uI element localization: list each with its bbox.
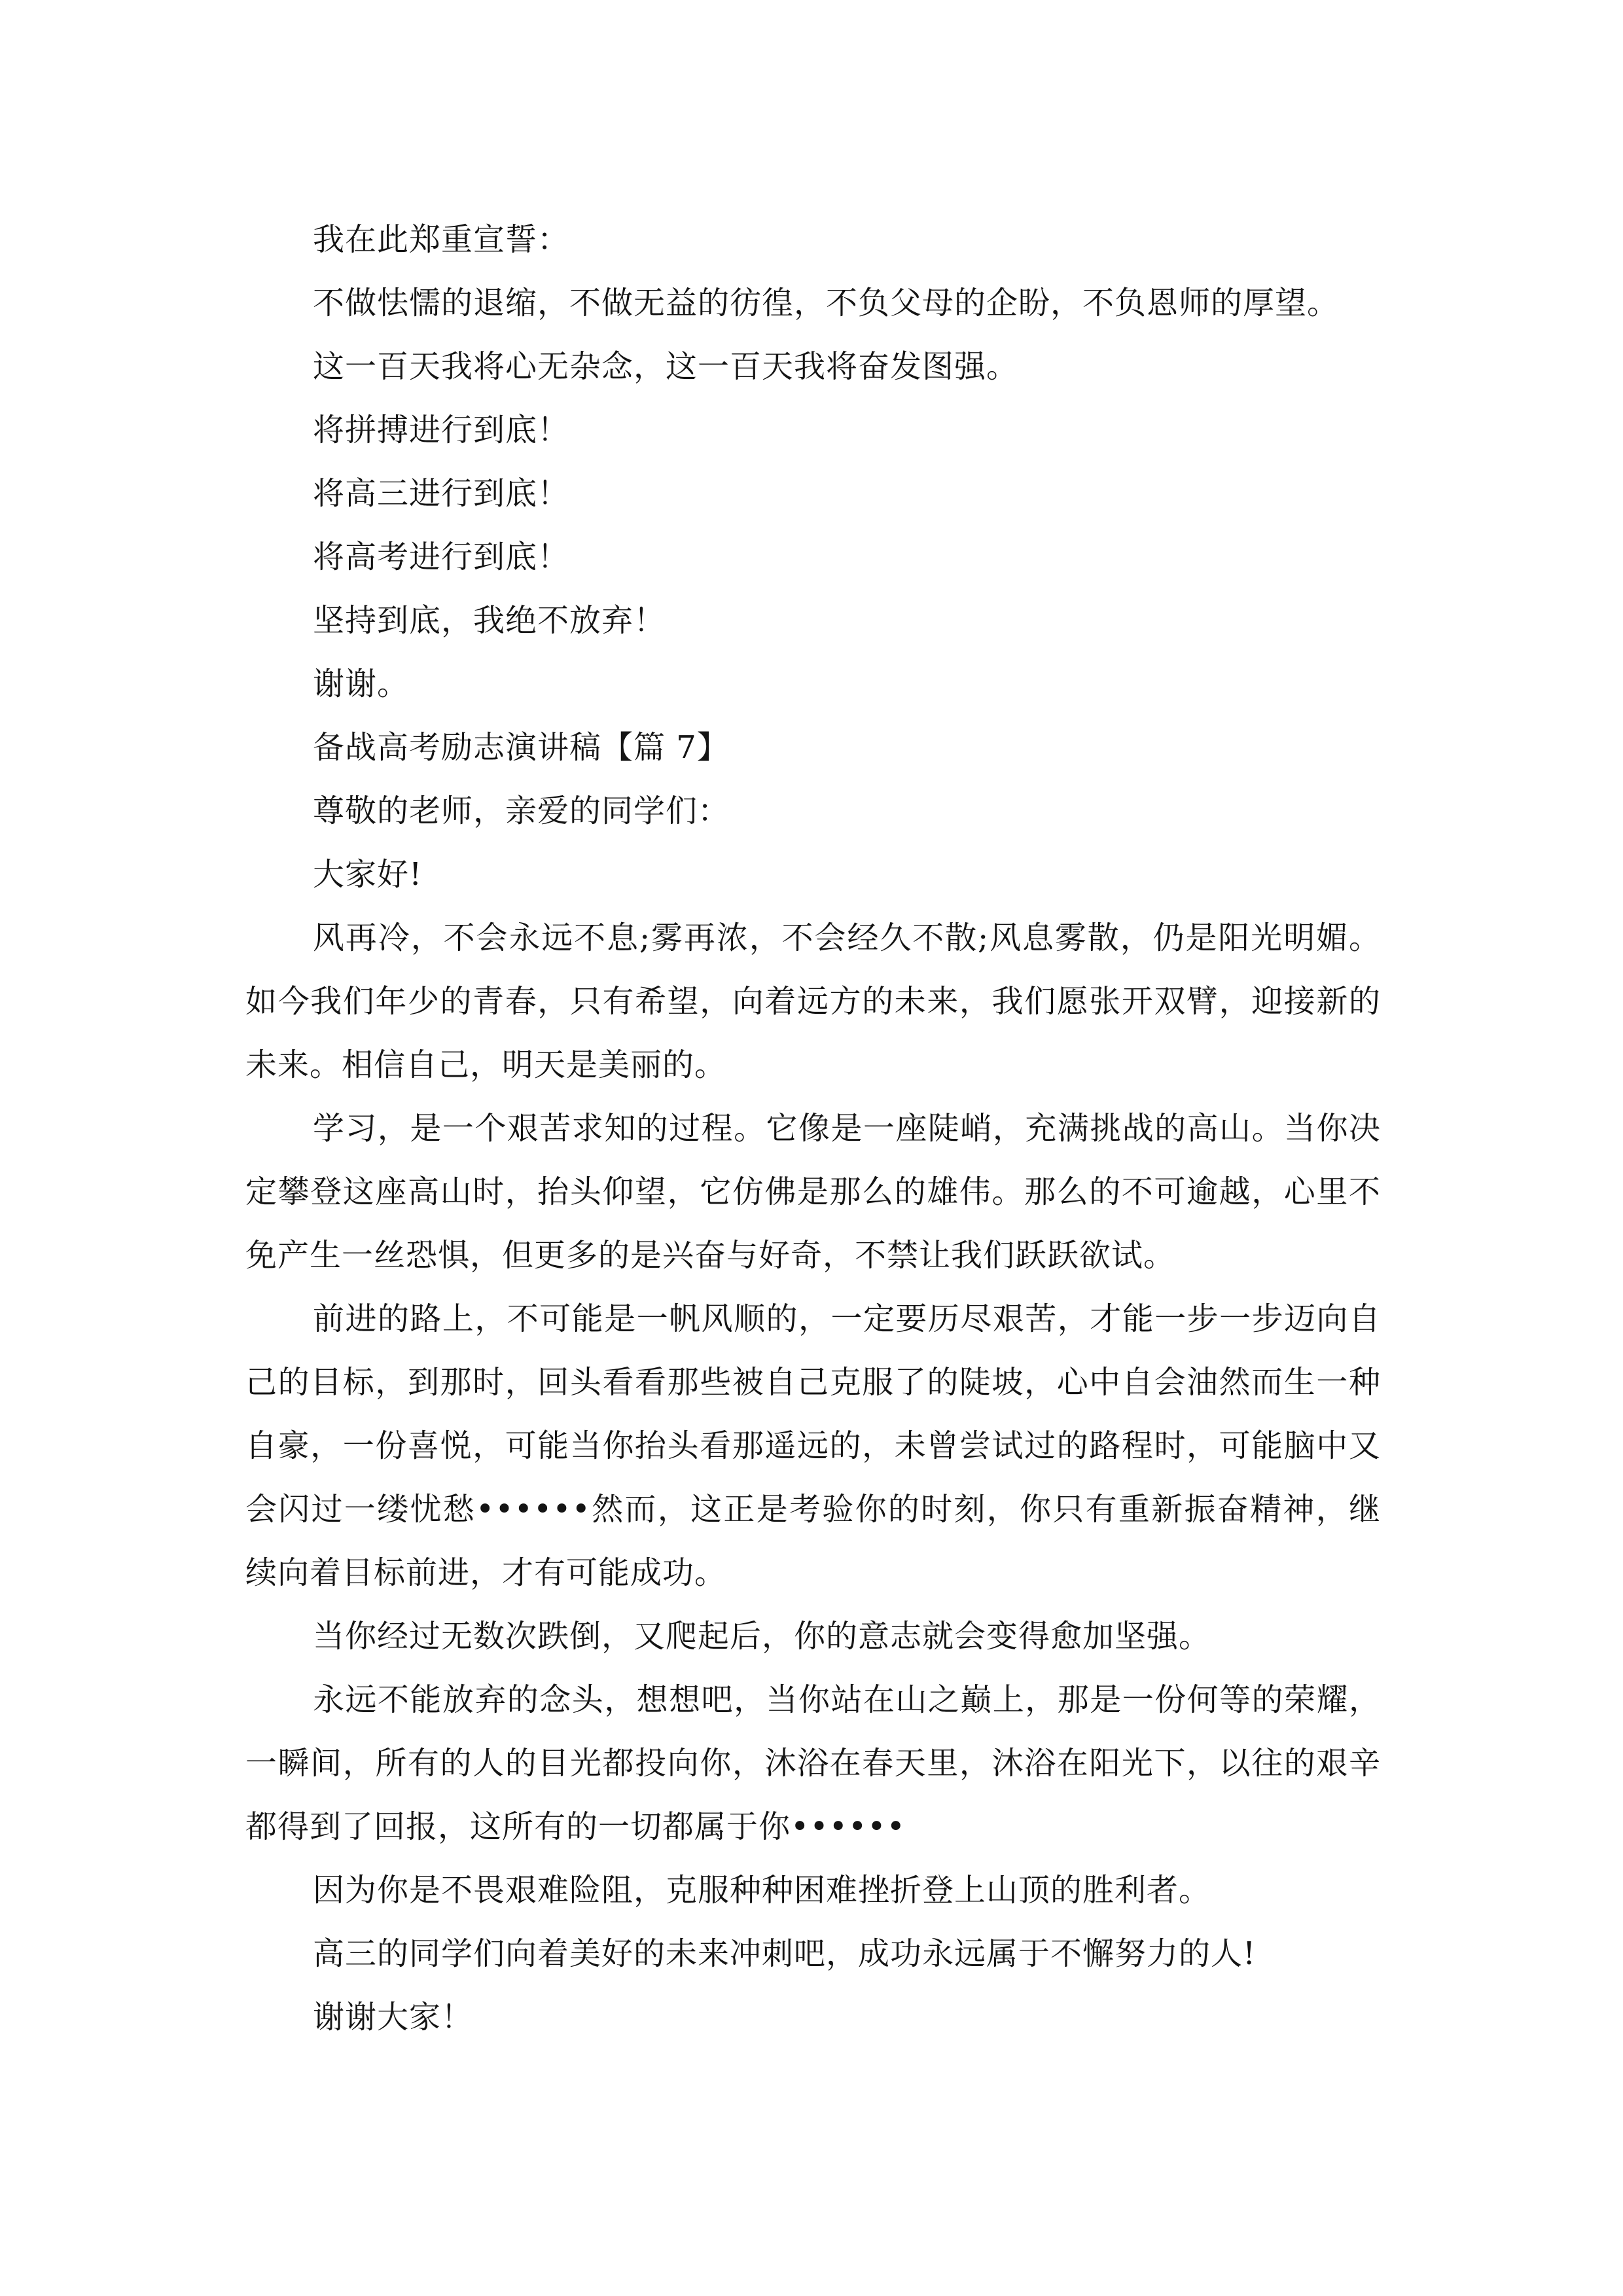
salutation: 尊敬的老师，亲爱的同学们： <box>313 793 730 829</box>
oath-intro: 我在此郑重宣誓： <box>313 221 570 258</box>
oath-line: 坚持到底，我绝不放弃！ <box>313 602 666 639</box>
body-paragraph: 永远不能放弃的念头，想想吧，当你站在山之巅上，那是一份何等的荣耀，一瞬间，所有的人的目光都投向你，沐浴在春天里，沐浴在阳光下，以往的艰辛都得到了回报，这所有的一切都属于你•••••• <box>245 1681 1381 1845</box>
thanks-line: 谢谢。 <box>313 666 410 702</box>
oath-line: 不做怯懦的退缩，不做无益的彷徨，不负父母的企盼，不负恩师的厚望。 <box>313 285 1340 321</box>
body-paragraph: 因为你是不畏艰难险阻，克服种种困难挫折登上山顶的胜利者。 <box>313 1872 1211 1909</box>
document-body <box>245 208 1381 2049</box>
body-paragraph: 学习，是一个艰苦求知的过程。它像是一座陡峭，充满挑战的高山。当你决定攀登这座高山时，抬头仰望，它仿佛是那么的雄伟。那么的不可逾越，心里不免产生一丝恐惧，但更多的是兴奋与好奇，不禁让我们跃跃欲试。 <box>245 1110 1381 1274</box>
oath-line: 将高考进行到底！ <box>313 539 570 575</box>
oath-line: 这一百天我将心无杂念，这一百天我将奋发图强。 <box>313 348 1019 385</box>
body-paragraph: 当你经过无数次跌倒，又爬起后，你的意志就会变得愈加坚强。 <box>313 1618 1211 1655</box>
greeting: 大家好! <box>313 856 423 893</box>
oath-line: 将拼搏进行到底！ <box>313 412 570 448</box>
body-paragraph: 高三的同学们向着美好的未来冲刺吧，成功永远属于不懈努力的人! <box>313 1935 1257 1972</box>
section-title: 备战高考励志演讲稿【篇 7】 <box>313 729 729 766</box>
closing-thanks: 谢谢大家！ <box>313 1999 474 2036</box>
body-paragraph: 风再冷，不会永远不息;雾再浓，不会经久不散;风息雾散，仍是阳光明媚。如今我们年少的青春，只有希望，向着远方的未来，我们愿张开双臂，迎接新的未来。相信自己，明天是美丽的。 <box>245 920 1381 1083</box>
oath-line: 将高三进行到底！ <box>313 475 570 512</box>
body-paragraph: 前进的路上，不可能是一帆风顺的，一定要历尽艰苦，才能一步一步迈向自己的目标，到那时，回头看看那些被自己克服了的陡坡，心中自会油然而生一种自豪，一份喜悦，可能当你抬头看那遥远的，未曾尝试过的路程时，可能脑中又会闪过一缕忧愁••••••然而，这正是考验你的时刻，你只有重新振奋精神，继续向着目标前进，才有可能成功。 <box>245 1300 1381 1591</box>
